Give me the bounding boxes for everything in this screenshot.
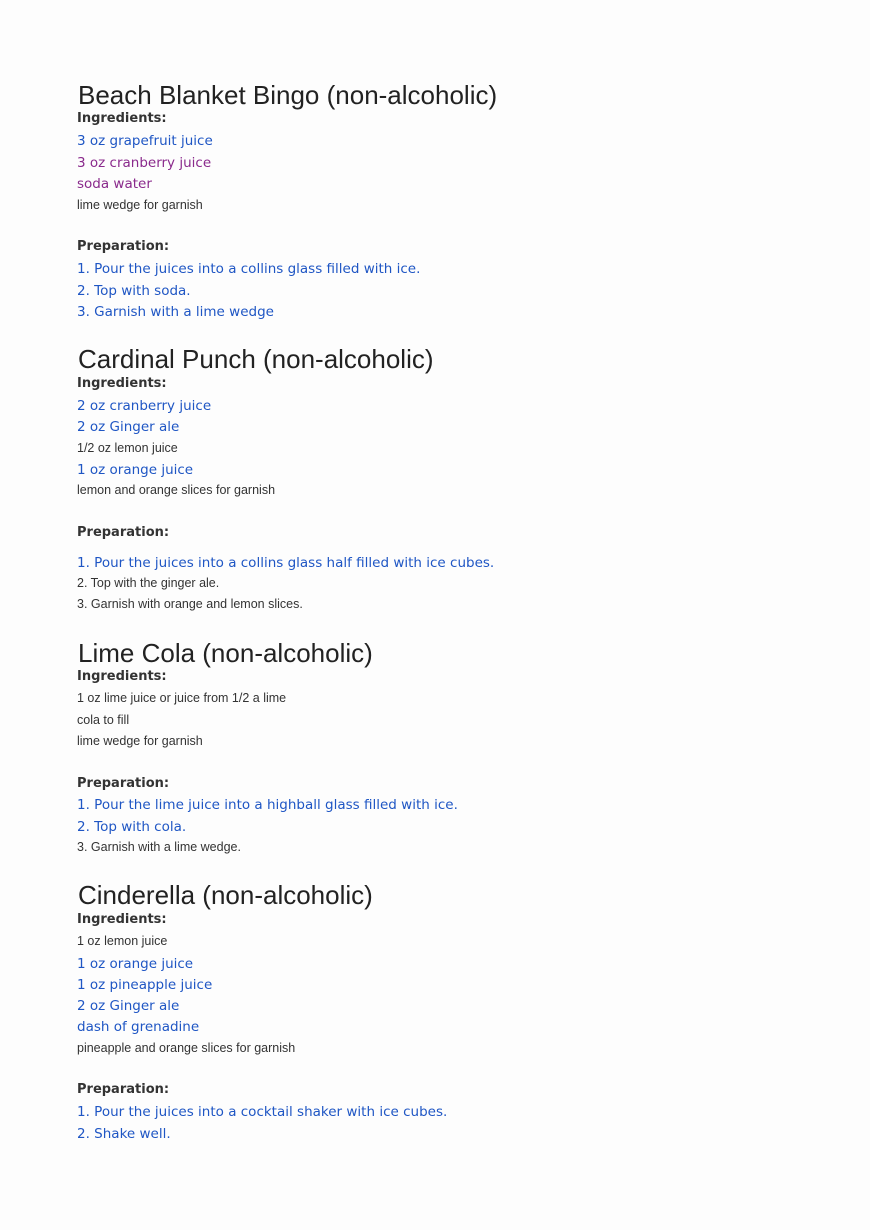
ingredient-item: 1/2 oz lemon juice: [77, 441, 178, 455]
preparation-step: 1. Pour the lime juice into a highball glass filled with ice.: [77, 797, 458, 813]
ingredient-item: 1 oz orange juice: [77, 956, 194, 972]
ingredient-item: dash of grenadine: [77, 1019, 200, 1035]
recipe-title: Lime Cola (non-alcoholic): [78, 638, 373, 668]
preparation-step: 1. Pour the juices into a cocktail shaker with ice cubes.: [77, 1104, 448, 1120]
preparation-step: 2. Top with cola.: [77, 819, 187, 835]
ingredient-item: 1 oz orange juice: [77, 462, 194, 478]
ingredient-item: 3 oz grapefruit juice: [77, 133, 213, 149]
ingredients-label: Ingredients:: [77, 669, 167, 684]
ingredients-label: Ingredients:: [77, 376, 167, 391]
ingredient-item: 2 oz Ginger ale: [77, 998, 180, 1014]
ingredients-label: Ingredients:: [77, 912, 167, 927]
ingredient-item: 3 oz cranberry juice: [77, 155, 212, 171]
ingredient-item: 1 oz pineapple juice: [77, 977, 213, 993]
ingredient-item: lime wedge for garnish: [77, 734, 203, 748]
ingredient-item: lemon and orange slices for garnish: [77, 483, 276, 497]
recipe-title: Cardinal Punch (non-alcoholic): [78, 344, 434, 374]
preparation-label: Preparation:: [77, 239, 170, 254]
ingredient-item: pineapple and orange slices for garnish: [77, 1041, 296, 1055]
preparation-step: 2. Top with soda.: [77, 283, 191, 299]
ingredient-item: 2 oz cranberry juice: [77, 398, 212, 414]
preparation-step: 3. Garnish with a lime wedge: [77, 304, 274, 320]
preparation-step: 2. Top with the ginger ale.: [77, 576, 220, 590]
preparation-step: 1. Pour the juices into a collins glass half filled with ice cubes.: [77, 555, 495, 571]
preparation-step: 2. Shake well.: [77, 1126, 171, 1142]
preparation-label: Preparation:: [77, 776, 170, 791]
ingredient-item: 1 oz lemon juice: [77, 934, 168, 948]
preparation-label: Preparation:: [77, 525, 170, 540]
preparation-step: 3. Garnish with orange and lemon slices.: [77, 597, 303, 611]
preparation-step: 3. Garnish with a lime wedge.: [77, 840, 241, 854]
preparation-step: 1. Pour the juices into a collins glass filled with ice.: [77, 261, 421, 277]
recipe-title: Beach Blanket Bingo (non-alcoholic): [78, 80, 498, 110]
ingredient-item: soda water: [77, 176, 152, 192]
ingredient-item: 2 oz Ginger ale: [77, 419, 180, 435]
ingredient-item: cola to fill: [77, 713, 130, 727]
ingredient-item: 1 oz lime juice or juice from 1/2 a lime: [77, 691, 287, 705]
recipe-title: Cinderella (non-alcoholic): [78, 880, 373, 910]
preparation-label: Preparation:: [77, 1082, 170, 1097]
ingredient-item: lime wedge for garnish: [77, 198, 203, 212]
ingredients-label: Ingredients:: [77, 111, 167, 126]
